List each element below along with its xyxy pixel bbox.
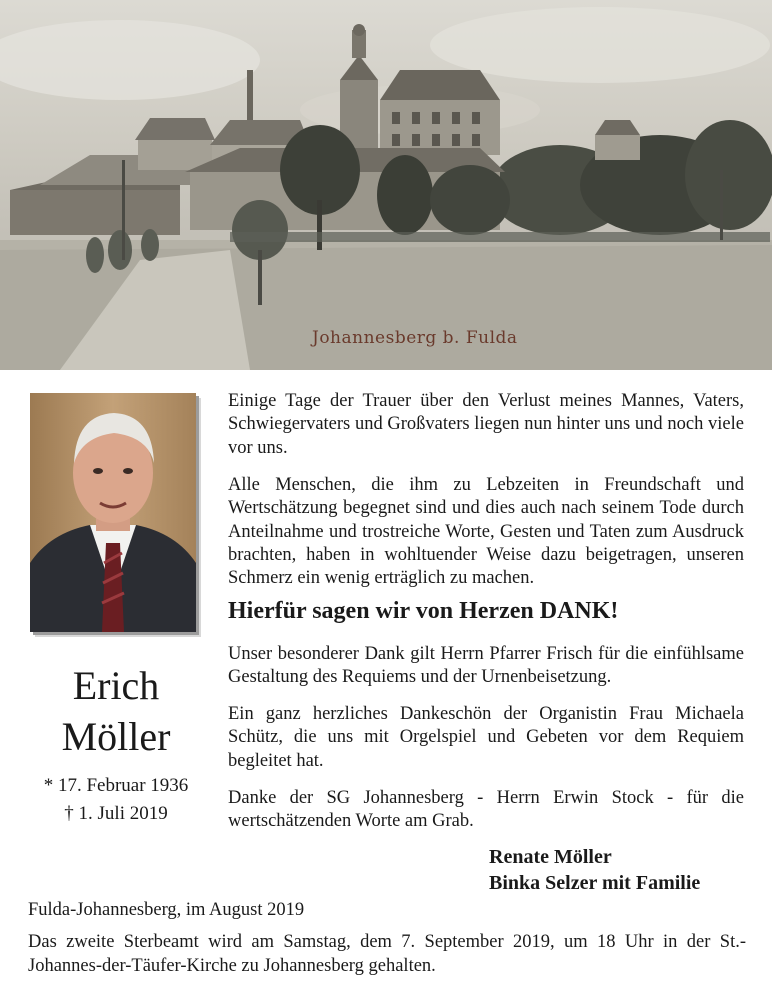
paragraph-pastor: Unser besonderer Dank gilt Herrn Pfarrer Frisch für die einfühlsame Gestaltung des Requiems und der Urnenbeisetzung. <box>228 644 744 688</box>
paragraph-mourning: Einige Tage der Trauer über den Verlust meines Mannes, Vaters, Schwiegervaters und Großvaters liegen nun hinter uns und noch viele vor uns. <box>228 391 744 458</box>
first-name: Erich <box>72 663 160 708</box>
portrait-illustration <box>30 393 196 632</box>
last-name: Möller <box>61 714 171 759</box>
paragraph-people: Alle Menschen, die ihm zu Lebzeiten in Freundschaft und Wertschätzung begegnet sind und dies auch nach seinem Tode durch Anteilnahme und trostreiche Worte, Gesten und Taten zum Ausdruck brachten, haben in wohltuender Weise dazu beigetragen, unseren Schmerz ein wenig erträglich zu machen. <box>228 475 744 589</box>
paragraph-organist: Ein ganz herzliches Dankeschön der Organistin Frau Michaela Schütz, die uns mit Orgelspiel und Gebeten vor dem Requiem begleitet hat. <box>228 704 744 771</box>
thanks-heading: Hierfür sagen wir von Herzen DANK! <box>228 598 619 624</box>
village-illustration <box>0 0 772 370</box>
signature-line-1: Renate Möller <box>489 846 612 868</box>
mass-notice: Das zweite Sterbeamt wird am Samstag, dem 7. September 2019, um 18 Uhr in der St.-Johannes-der-Täufer-Kirche zu Johannesberg gehalten. <box>28 932 746 976</box>
postcard-banner <box>0 0 772 370</box>
death-date: † 1. Juli 2019 <box>64 803 168 824</box>
portrait-photo <box>30 393 196 632</box>
birth-date: * 17. Februar 1936 <box>43 775 189 796</box>
paragraph-sg: Danke der SG Johannesberg - Herrn Erwin Stock - für die wertschätzenden Worte am Grab. <box>228 788 744 832</box>
banner-caption: Johannesberg b. Fulda <box>312 328 518 348</box>
signature-line-2: Binka Selzer mit Familie <box>489 872 701 894</box>
place-date: Fulda-Johannesberg, im August 2019 <box>28 900 305 920</box>
